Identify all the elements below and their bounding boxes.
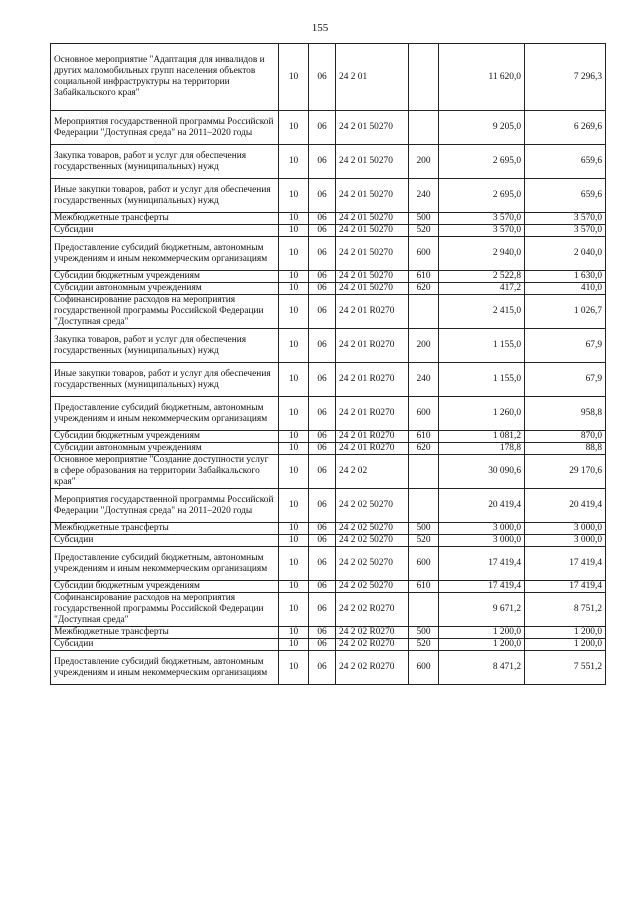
row-amount-actual: 67,9 [525, 329, 606, 363]
row-amount-actual: 29 170,6 [525, 455, 606, 489]
table-row [51, 145, 606, 179]
row-amount-actual: 7 551,2 [525, 651, 606, 685]
row-section: 10 [279, 397, 309, 431]
row-amount-actual: 1 200,0 [525, 639, 606, 651]
row-name: Субсидии бюджетным учреждениям [51, 271, 279, 283]
row-section: 10 [279, 523, 309, 535]
row-target-code: 24 2 01 R0270 [336, 431, 409, 443]
row-amount-planned: 178,8 [439, 443, 525, 455]
row-section: 10 [279, 271, 309, 283]
table-row [51, 213, 606, 225]
row-subsection: 06 [309, 581, 336, 593]
row-subsection: 06 [309, 547, 336, 581]
row-name: Софинансирование расходов на мероприятия государственной программы Российской Федерации "Доступная среда" [51, 295, 279, 329]
table-row [51, 179, 606, 213]
row-subsection: 06 [309, 295, 336, 329]
row-section: 10 [279, 363, 309, 397]
row-target-code: 24 2 01 50270 [336, 283, 409, 295]
row-name: Мероприятия государственной программы Российской Федерации "Доступная среда" на 2011–2020 годы [51, 111, 279, 145]
table-row [51, 523, 606, 535]
row-expense-type: 520 [409, 225, 439, 237]
row-name: Субсидии [51, 225, 279, 237]
row-expense-type [409, 295, 439, 329]
row-name: Предоставление субсидий бюджетным, автономным учреждениям и иным некоммерческим организациям [51, 237, 279, 271]
row-amount-planned: 11 620,0 [439, 44, 525, 111]
row-amount-planned: 3 570,0 [439, 213, 525, 225]
row-section: 10 [279, 179, 309, 213]
row-subsection: 06 [309, 627, 336, 639]
row-subsection: 06 [309, 651, 336, 685]
row-subsection: 06 [309, 237, 336, 271]
row-amount-planned: 1 155,0 [439, 363, 525, 397]
row-amount-actual: 3 000,0 [525, 523, 606, 535]
row-amount-actual: 958,8 [525, 397, 606, 431]
row-amount-planned: 1 200,0 [439, 627, 525, 639]
row-subsection: 06 [309, 145, 336, 179]
row-subsection: 06 [309, 443, 336, 455]
row-section: 10 [279, 145, 309, 179]
row-name: Межбюджетные трансферты [51, 523, 279, 535]
row-target-code: 24 2 01 50270 [336, 271, 409, 283]
row-target-code: 24 2 02 R0270 [336, 639, 409, 651]
row-name: Софинансирование расходов на мероприятия государственной программы Российской Федерации "Доступная среда" [51, 593, 279, 627]
table-row [51, 443, 606, 455]
row-amount-planned: 1 200,0 [439, 639, 525, 651]
row-expense-type: 610 [409, 431, 439, 443]
row-section: 10 [279, 44, 309, 111]
table-row [51, 329, 606, 363]
row-name: Предоставление субсидий бюджетным, автономным учреждениям и иным некоммерческим организациям [51, 651, 279, 685]
row-expense-type: 240 [409, 179, 439, 213]
row-section: 10 [279, 547, 309, 581]
table-row [51, 593, 606, 627]
row-target-code: 24 2 01 50270 [336, 179, 409, 213]
row-name: Субсидии автономным учреждениям [51, 283, 279, 295]
row-subsection: 06 [309, 397, 336, 431]
row-amount-actual: 659,6 [525, 179, 606, 213]
row-target-code: 24 2 01 R0270 [336, 397, 409, 431]
row-amount-actual: 1 630,0 [525, 271, 606, 283]
row-section: 10 [279, 639, 309, 651]
table-row [51, 651, 606, 685]
row-target-code: 24 2 02 50270 [336, 535, 409, 547]
table-row [51, 547, 606, 581]
row-expense-type [409, 593, 439, 627]
row-expense-type: 240 [409, 363, 439, 397]
row-name: Закупка товаров, работ и услуг для обеспечения государственных (муниципальных) нужд [51, 329, 279, 363]
table-row [51, 225, 606, 237]
row-subsection: 06 [309, 225, 336, 237]
row-target-code: 24 2 01 R0270 [336, 295, 409, 329]
row-amount-actual: 659,6 [525, 145, 606, 179]
row-subsection: 06 [309, 431, 336, 443]
row-amount-planned: 1 260,0 [439, 397, 525, 431]
row-section: 10 [279, 581, 309, 593]
row-section: 10 [279, 111, 309, 145]
table-row [51, 535, 606, 547]
row-amount-planned: 17 419,4 [439, 581, 525, 593]
row-subsection: 06 [309, 489, 336, 523]
row-expense-type: 520 [409, 639, 439, 651]
row-amount-planned: 17 419,4 [439, 547, 525, 581]
row-amount-actual: 870,0 [525, 431, 606, 443]
row-amount-planned: 8 471,2 [439, 651, 525, 685]
row-name: Закупка товаров, работ и услуг для обеспечения государственных (муниципальных) нужд [51, 145, 279, 179]
row-expense-type: 610 [409, 581, 439, 593]
row-amount-planned: 20 419,4 [439, 489, 525, 523]
row-name: Межбюджетные трансферты [51, 627, 279, 639]
row-amount-planned: 3 570,0 [439, 225, 525, 237]
row-amount-actual: 6 269,6 [525, 111, 606, 145]
row-section: 10 [279, 213, 309, 225]
table-row [51, 237, 606, 271]
row-section: 10 [279, 535, 309, 547]
row-amount-planned: 2 522,8 [439, 271, 525, 283]
row-section: 10 [279, 627, 309, 639]
row-section: 10 [279, 443, 309, 455]
row-section: 10 [279, 651, 309, 685]
row-name: Субсидии бюджетным учреждениям [51, 581, 279, 593]
row-name: Предоставление субсидий бюджетным, автономным учреждениям и иным некоммерческим организациям [51, 397, 279, 431]
row-section: 10 [279, 455, 309, 489]
row-expense-type: 600 [409, 237, 439, 271]
row-section: 10 [279, 593, 309, 627]
row-expense-type: 610 [409, 271, 439, 283]
row-target-code: 24 2 02 R0270 [336, 593, 409, 627]
budget-table [50, 43, 606, 685]
row-amount-actual: 8 751,2 [525, 593, 606, 627]
row-subsection: 06 [309, 523, 336, 535]
row-amount-actual: 3 570,0 [525, 225, 606, 237]
row-expense-type: 600 [409, 547, 439, 581]
row-expense-type: 620 [409, 283, 439, 295]
row-name: Предоставление субсидий бюджетным, автономным учреждениям и иным некоммерческим организациям [51, 547, 279, 581]
row-section: 10 [279, 237, 309, 271]
row-target-code: 24 2 01 50270 [336, 237, 409, 271]
row-amount-actual: 17 419,4 [525, 581, 606, 593]
row-target-code: 24 2 02 R0270 [336, 651, 409, 685]
table-row [51, 639, 606, 651]
page-number: 155 [311, 22, 329, 34]
row-amount-actual: 1 026,7 [525, 295, 606, 329]
row-expense-type [409, 489, 439, 523]
row-subsection: 06 [309, 213, 336, 225]
row-amount-actual: 20 419,4 [525, 489, 606, 523]
row-expense-type: 500 [409, 627, 439, 639]
row-subsection: 06 [309, 363, 336, 397]
row-target-code: 24 2 02 50270 [336, 547, 409, 581]
row-amount-planned: 1 155,0 [439, 329, 525, 363]
row-amount-actual: 88,8 [525, 443, 606, 455]
table-row [51, 489, 606, 523]
row-target-code: 24 2 01 R0270 [336, 363, 409, 397]
row-amount-planned: 417,2 [439, 283, 525, 295]
row-expense-type: 200 [409, 145, 439, 179]
row-subsection: 06 [309, 283, 336, 295]
row-amount-planned: 2 940,0 [439, 237, 525, 271]
row-section: 10 [279, 489, 309, 523]
row-subsection: 06 [309, 111, 336, 145]
row-amount-actual: 410,0 [525, 283, 606, 295]
row-name: Основное мероприятие "Создание доступности услуг в сфере образования на территории Забайкальского края" [51, 455, 279, 489]
row-amount-actual: 67,9 [525, 363, 606, 397]
row-subsection: 06 [309, 593, 336, 627]
row-expense-type: 200 [409, 329, 439, 363]
row-name: Мероприятия государственной программы Российской Федерации "Доступная среда" на 2011–2020 годы [51, 489, 279, 523]
row-amount-actual: 3 000,0 [525, 535, 606, 547]
row-expense-type: 620 [409, 443, 439, 455]
row-section: 10 [279, 329, 309, 363]
table-row [51, 455, 606, 489]
table-row [51, 111, 606, 145]
row-target-code: 24 2 01 [336, 44, 409, 111]
table-row [51, 295, 606, 329]
row-section: 10 [279, 225, 309, 237]
row-target-code: 24 2 01 50270 [336, 111, 409, 145]
row-expense-type: 600 [409, 397, 439, 431]
row-section: 10 [279, 431, 309, 443]
row-amount-planned: 3 000,0 [439, 523, 525, 535]
table-row [51, 397, 606, 431]
row-amount-planned: 3 000,0 [439, 535, 525, 547]
row-name: Субсидии автономным учреждениям [51, 443, 279, 455]
row-name: Субсидии [51, 535, 279, 547]
row-amount-planned: 9 671,2 [439, 593, 525, 627]
row-target-code: 24 2 01 50270 [336, 225, 409, 237]
row-subsection: 06 [309, 455, 336, 489]
row-target-code: 24 2 02 50270 [336, 489, 409, 523]
row-amount-planned: 2 695,0 [439, 179, 525, 213]
row-amount-planned: 1 081,2 [439, 431, 525, 443]
row-expense-type [409, 455, 439, 489]
table-row [51, 581, 606, 593]
row-subsection: 06 [309, 329, 336, 363]
table-row [51, 283, 606, 295]
row-name: Основное мероприятие "Адаптация для инвалидов и других маломобильных групп населения объектов социальной инфраструктуры на территории Забайкальского края" [51, 44, 279, 111]
row-target-code: 24 2 02 50270 [336, 523, 409, 535]
row-expense-type: 520 [409, 535, 439, 547]
row-target-code: 24 2 02 [336, 455, 409, 489]
row-name: Иные закупки товаров, работ и услуг для обеспечения государственных (муниципальных) нужд [51, 363, 279, 397]
row-subsection: 06 [309, 271, 336, 283]
row-target-code: 24 2 02 R0270 [336, 627, 409, 639]
row-expense-type [409, 44, 439, 111]
row-target-code: 24 2 01 50270 [336, 213, 409, 225]
row-amount-actual: 7 296,3 [525, 44, 606, 111]
row-name: Межбюджетные трансферты [51, 213, 279, 225]
table-row [51, 271, 606, 283]
row-amount-actual: 1 200,0 [525, 627, 606, 639]
row-section: 10 [279, 295, 309, 329]
row-target-code: 24 2 02 50270 [336, 581, 409, 593]
row-amount-actual: 3 570,0 [525, 213, 606, 225]
row-subsection: 06 [309, 535, 336, 547]
row-amount-planned: 2 695,0 [439, 145, 525, 179]
row-amount-planned: 9 205,0 [439, 111, 525, 145]
row-amount-planned: 2 415,0 [439, 295, 525, 329]
row-name: Субсидии [51, 639, 279, 651]
row-amount-actual: 2 040,0 [525, 237, 606, 271]
row-target-code: 24 2 01 50270 [336, 145, 409, 179]
row-expense-type: 500 [409, 523, 439, 535]
table-row [51, 627, 606, 639]
row-name: Субсидии бюджетным учреждениям [51, 431, 279, 443]
row-subsection: 06 [309, 179, 336, 213]
row-subsection: 06 [309, 639, 336, 651]
row-target-code: 24 2 01 R0270 [336, 329, 409, 363]
row-amount-planned: 30 090,6 [439, 455, 525, 489]
table-row [51, 431, 606, 443]
row-target-code: 24 2 01 R0270 [336, 443, 409, 455]
row-expense-type: 500 [409, 213, 439, 225]
row-subsection: 06 [309, 44, 336, 111]
row-section: 10 [279, 283, 309, 295]
row-expense-type [409, 111, 439, 145]
row-expense-type: 600 [409, 651, 439, 685]
table-row [51, 44, 606, 111]
row-amount-actual: 17 419,4 [525, 547, 606, 581]
row-name: Иные закупки товаров, работ и услуг для обеспечения государственных (муниципальных) нужд [51, 179, 279, 213]
table-row [51, 363, 606, 397]
